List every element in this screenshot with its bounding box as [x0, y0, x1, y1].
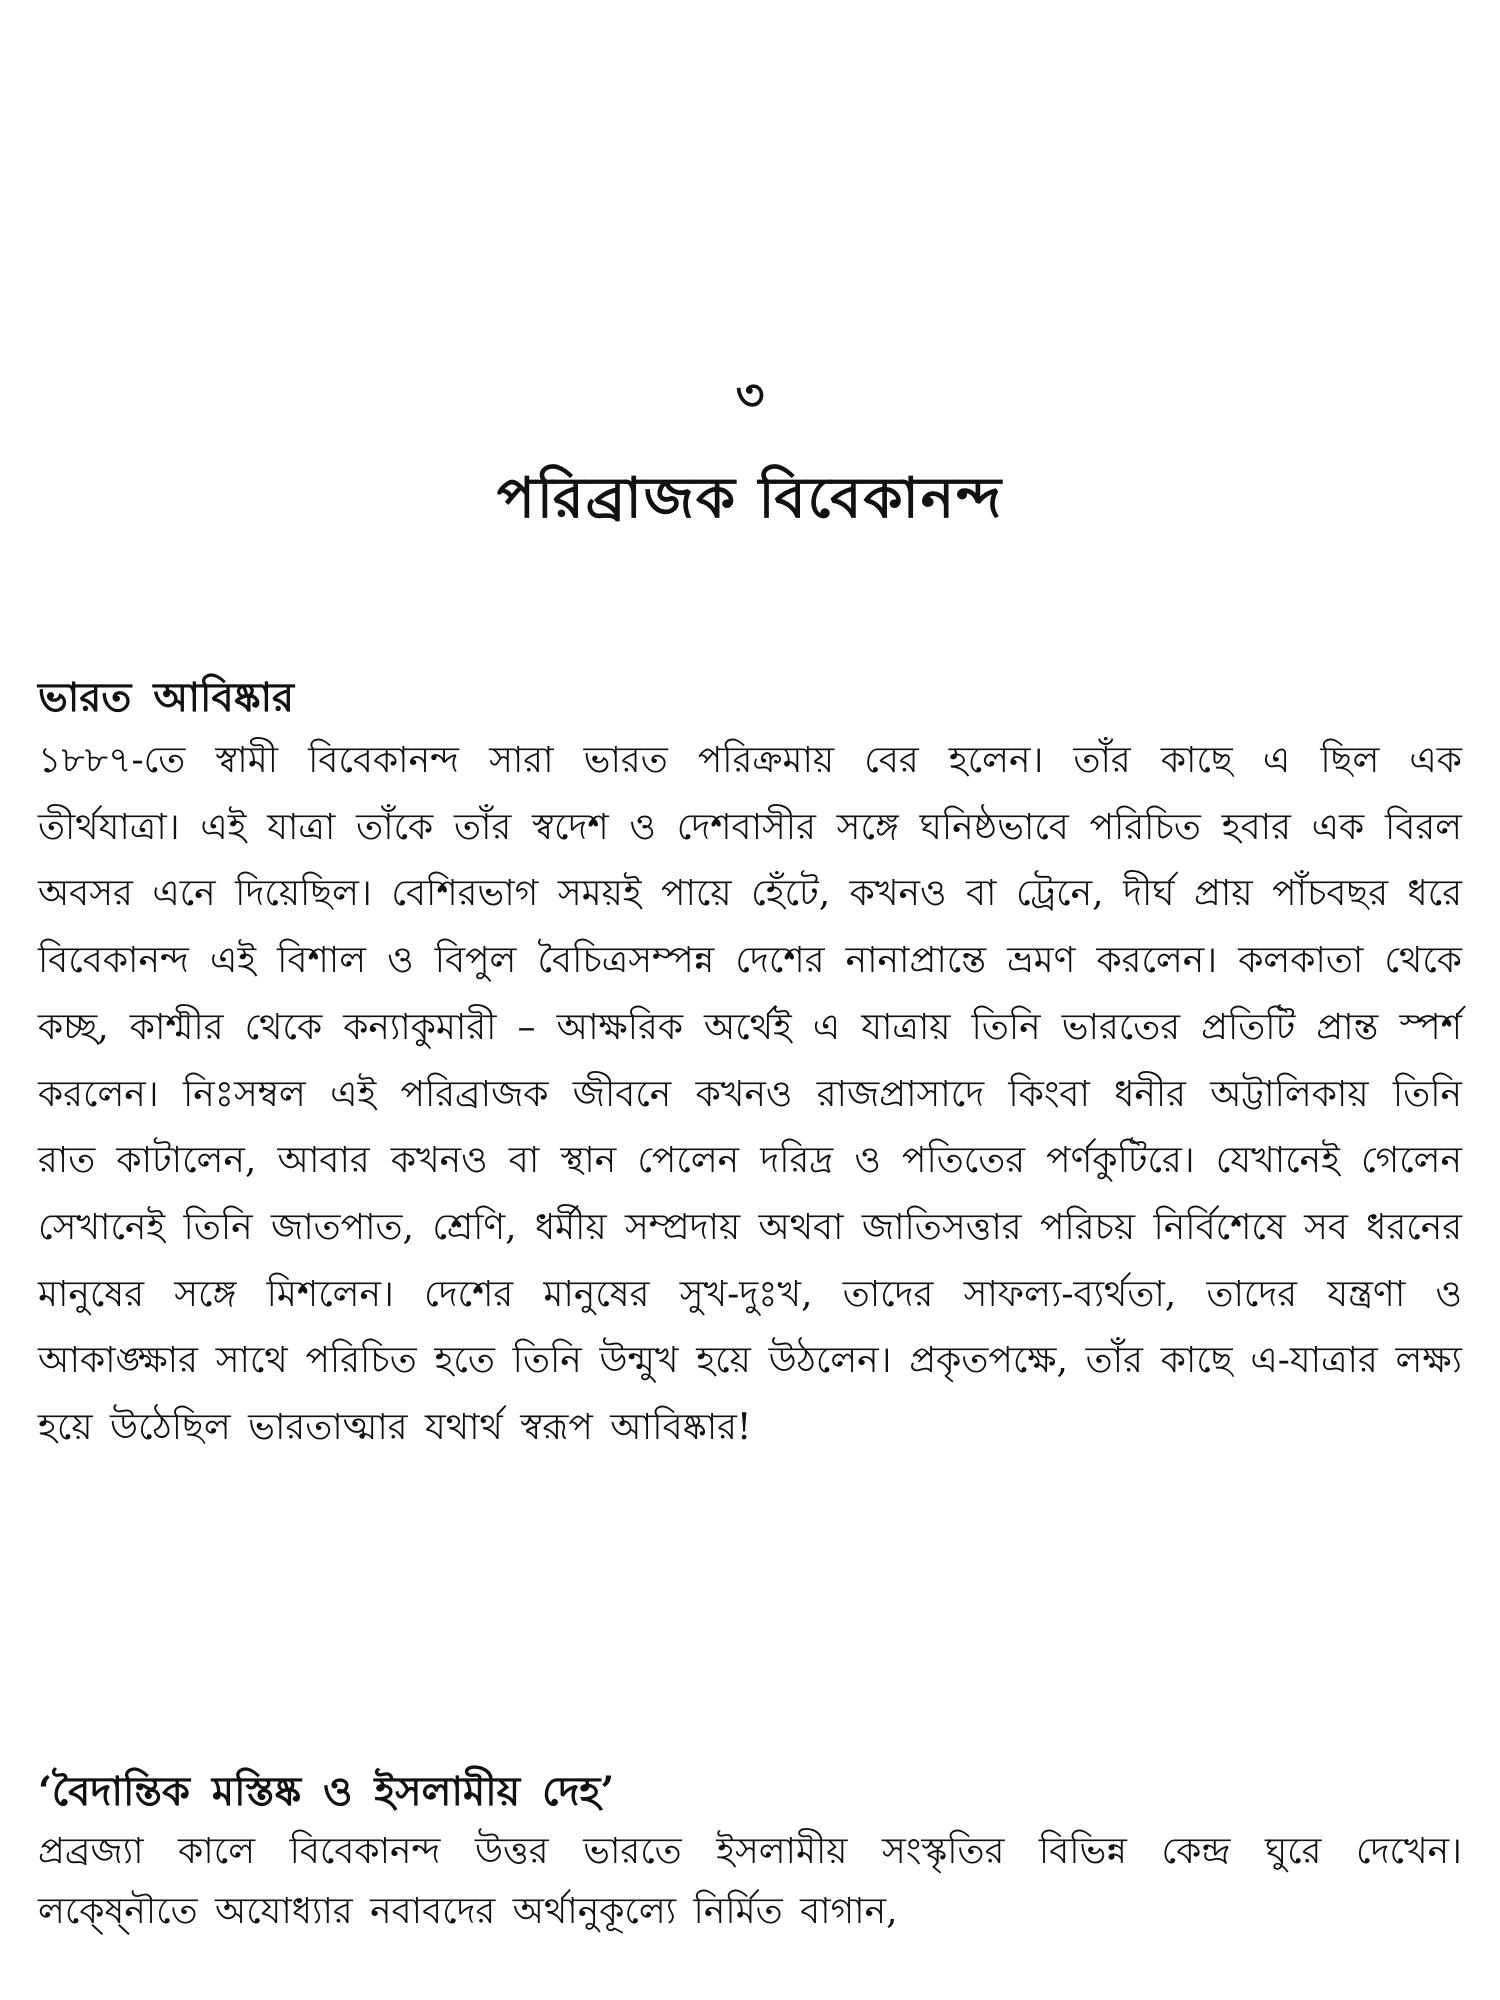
chapter-title: পরিব্রাজক বিবেকানন্দ — [496, 465, 1004, 531]
section-discovery-of-india — [38, 668, 1462, 1462]
section-paragraph: ১৮৮৭-তে স্বামী বিবেকানন্দ সারা ভারত পরিক্রমায় বের হলেন। তাঁর কাছে এ ছিল এক তীর্থযাত্রা। এই যাত্রা তাঁকে তাঁর স্বদেশ ও দেশবাসীর সঙ্গে ঘনিষ্ঠভাবে পরিচিত হবার এক বিরল অবসর এনে দিয়েছিল। বেশিরভাগ সময়ই পায়ে হেঁটে, কখনও বা ট্রেনে, দীর্ঘ প্রায় পাঁচবছর ধরে বিবেকানন্দ এই বিশাল ও বিপুল বৈচিত্রসম্পন্ন দেশের নানাপ্রান্তে ভ্রমণ করলেন। কলকাতা থেকে কচ্ছ, কাশ্মীর থেকে কন্যাকুমারী – আক্ষরিক অর্থেই এ যাত্রায় তিনি ভারতের প্রতিটি প্রান্ত স্পর্শ করলেন। নিঃসম্বল এই পরিব্রাজক জীবনে কখনও রাজপ্রাসাদে কিংবা ধনীর অট্টালিকায় তিনি রাত কাটালেন, আবার কখনও বা স্থান পেলেন দরিদ্র ও পতিতের পর্ণকুটিরে। যেখানেই গেলেন সেখানেই তিনি জাতপাত, শ্রেণি, ধর্মীয় সম্প্রদায় অথবা জাতিসত্তার পরিচয় নির্বিশেষে সব ধরনের মানুষের সঙ্গে মিশলেন। দেশের মানুষের সুখ-দুঃখ, তাদের সাফল্য-ব্যর্থতা, তাদের যন্ত্রণা ও আকাঙ্ক্ষার সাথে পরিচিত হতে তিনি উন্মুখ হয়ে উঠলেন। প্রকৃতপক্ষে, তাঁর কাছে এ-যাত্রার লক্ষ্য হয়ে উঠেছিল ভারতাত্মার যথার্থ স্বরূপ আবিষ্কার! — [38, 740, 1462, 1449]
section-paragraph: প্রব্রজ্যা কালে বিবেকানন্দ উত্তর ভারতে ইসলামীয় সংস্কৃতির বিভিন্ন কেন্দ্র ঘুরে দেখেন। লক্ষ্নৌতে অযোধ্যার নবাবদের অর্থানুকূল্যে নির্মিত বাগান, — [38, 1831, 1462, 1932]
section-heading: ভারত আবিষ্কার — [38, 674, 295, 721]
chapter-number: ৩ — [735, 370, 765, 421]
section-vedantic-brain-islamic-body — [38, 1762, 1462, 1942]
section-heading: ‘বৈদান্তিক মস্তিষ্ক ও ইসলামীয় দেহ’ — [38, 1768, 615, 1815]
